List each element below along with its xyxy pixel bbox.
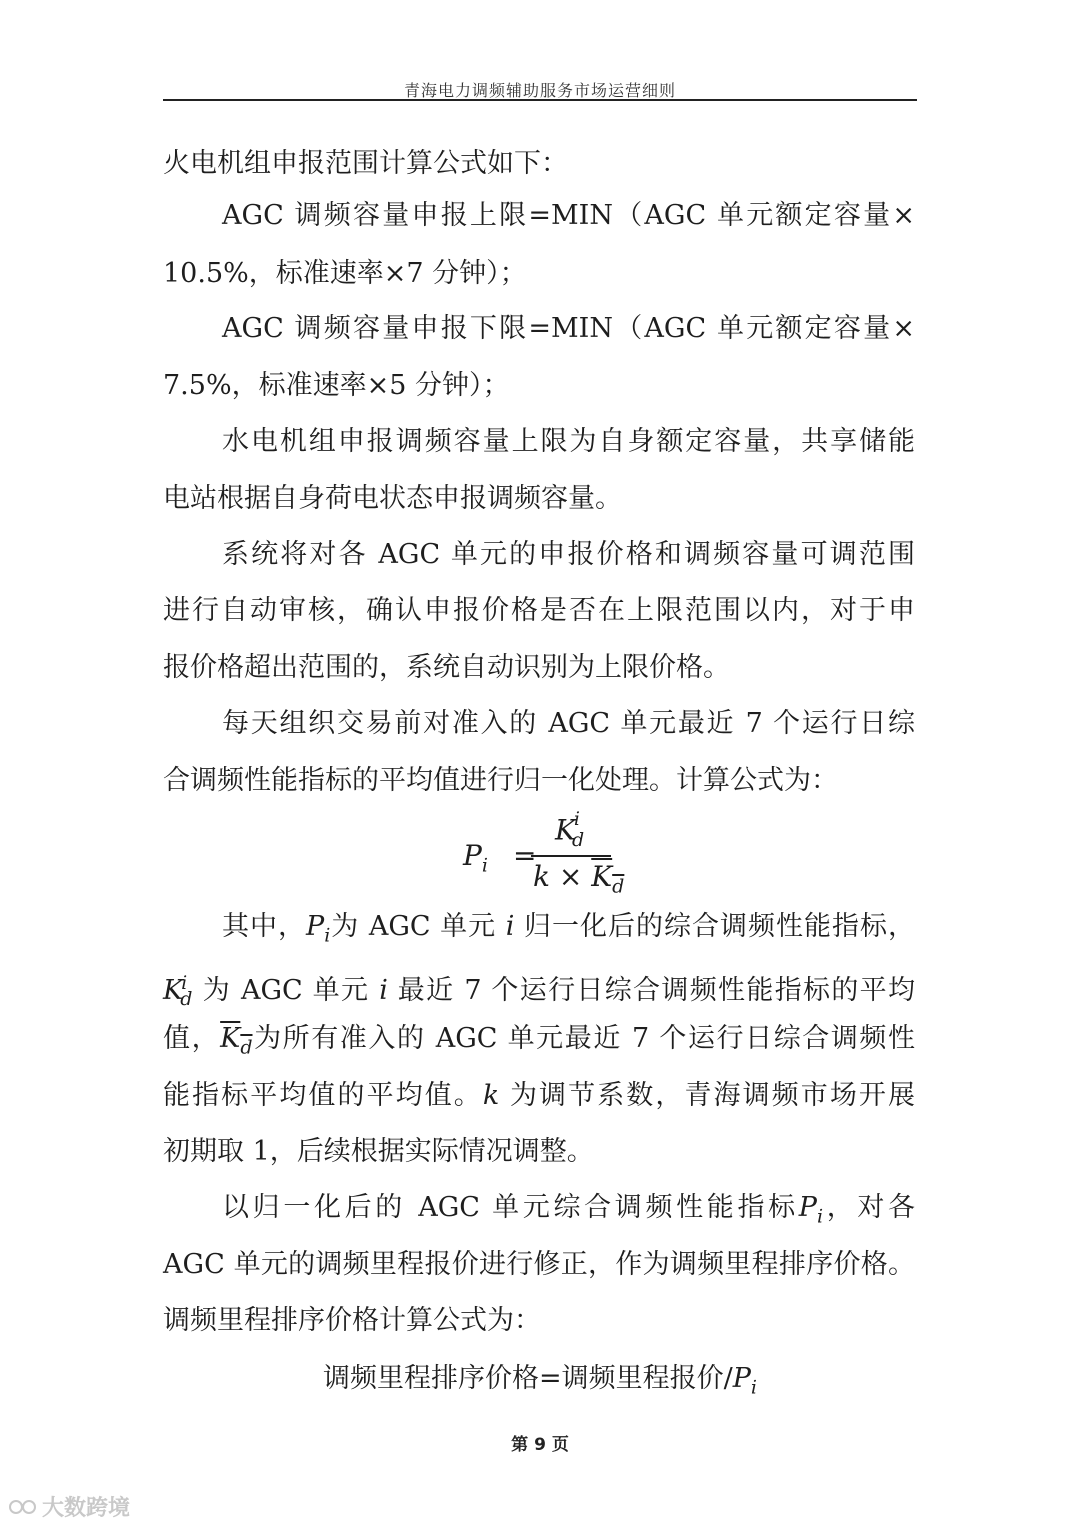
paragraph-line: 调频里程排序价格计算公式为： [163,1305,541,1336]
paragraph-line: 10.5%，标准速率×7 分钟）； [163,258,527,289]
paragraph-line: 每天组织交易前对准入的 AGC 单元最近 7 个运行日综 [222,708,915,739]
paragraph-line: 能指标平均值的平均值。k 为调节系数，青海调频市场开展 [163,1080,916,1111]
page-number: 第 9 页 [511,1435,569,1455]
paragraph-line: AGC 调频容量申报下限=MIN（AGC 单元额定容量× [222,313,915,344]
page-header: 青海电力调频辅助服务市场运营细则 [403,81,676,100]
paragraph-line: 值，$K_d$为所有准入的 AGC 单元最近 7 个运行日综合调频性 [163,1023,916,1059]
paragraph-line: 初期取 1，后续根据实际情况调整。 [163,1136,594,1167]
paragraph-line: 报价格超出范围的，系统自动识别为上限价格。 [163,652,730,683]
sort-price-formula: 调频里程排序价格=调频里程报价$/P_i$ [323,1363,757,1399]
formula-denominator: $k \times K_d$ [533,860,625,898]
paragraph-line: 7.5%，标准速率×5 分钟）； [163,370,510,401]
paragraph-line: 系统将对各 AGC 单元的申报价格和调频容量可调范围 [222,539,915,570]
paragraph-line: 水电机组申报调频容量上限为自身额定容量，共享储能 [222,426,915,457]
paragraph-line: 电站根据自身荷电状态申报调频容量。 [163,483,622,514]
paragraph-line: AGC 单元的调频里程报价进行修正，作为调频里程排序价格。 [163,1249,915,1280]
watermark [8,1491,130,1522]
watermark-text: 大数跨境 [42,1496,131,1521]
watermark-logo-icon [8,1496,38,1518]
fraction-bar [531,855,611,857]
formula-lhs: $P_i$ [463,839,488,877]
formula-equals: = [513,839,537,872]
paragraph-line: $K^i_d$ 为 AGC 单元 i 最近 7 个运行日综合调频性能指标的平均 [163,972,916,1011]
paragraph-line: 进行自动审核，确认申报价格是否在上限范围以内，对于申 [163,595,915,626]
normalization-formula [463,808,643,898]
paragraph-line: AGC 调频容量申报上限=MIN（AGC 单元额定容量× [222,200,915,231]
formula-numerator: $K^i_d$ [555,808,585,851]
paragraph-line: 以归一化后的 AGC 单元综合调频性能指标$P_i$，对各 [222,1192,916,1228]
paragraph-line: 合调频性能指标的平均值进行归一化处理。计算公式为： [163,765,838,796]
header-divider [163,99,917,101]
paragraph-line: 其中，$P_i$为 AGC 单元 i 归一化后的综合调频性能指标， [222,911,916,947]
paragraph-line: 火电机组申报范围计算公式如下： [163,148,568,179]
